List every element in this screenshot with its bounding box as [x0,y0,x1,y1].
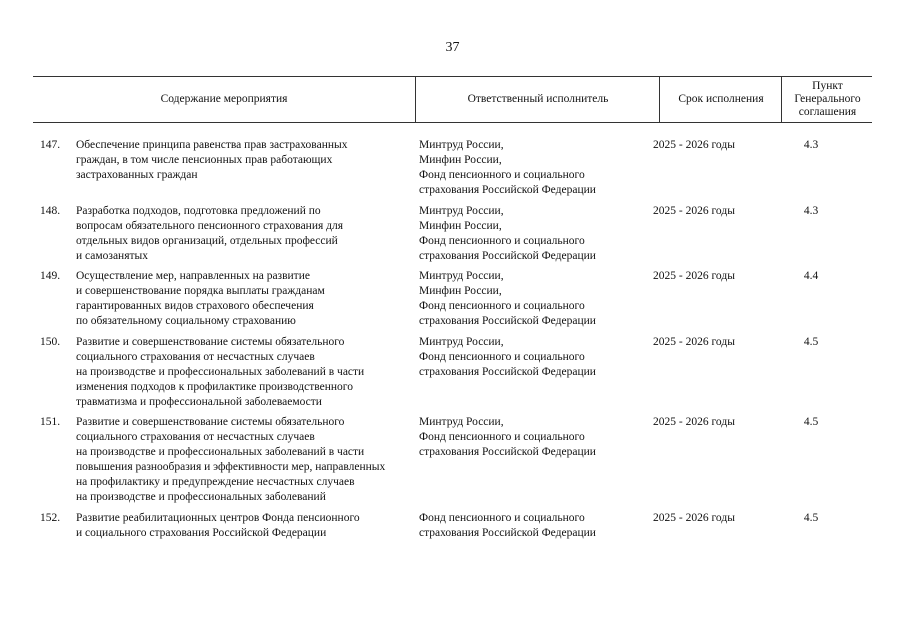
row-number: 150. [40,336,61,348]
row-number: 149. [40,270,61,282]
row-number: 151. [40,416,61,428]
table-header [33,76,872,123]
header-point: Пункт Генерального соглашения [781,77,873,122]
row-content: Развитие реабилитационных центров Фонда пенсионного и социального страхования Российской Федерации [76,512,360,539]
row-term: 2025 - 2026 годы [653,512,735,524]
row-content: Разработка подходов, подготовка предложений по вопросам обязательного пенсионного страхования для отдельных видов организаций, отдельных профессий и самозанятых [76,205,344,262]
row-term: 2025 - 2026 годы [653,336,735,348]
page-number: 37 [445,40,460,55]
row-number: 148. [40,205,61,217]
row-content: Развитие и совершенствование системы обязательного социального страхования от несчастных случаев на производстве и профессиональных заболеваний в части изменения подходов к профилактике производственного травматизма и профессиональной заболеваемости [76,336,365,408]
row-responsible: Фонд пенсионного и социального страхования Российской Федерации [419,512,596,539]
row-responsible: Минтруд России, Фонд пенсионного и социального страхования Российской Федерации [419,416,596,458]
row-responsible: Минтруд России, Минфин России, Фонд пенсионного и социального страхования Российской Федерации [419,205,596,262]
row-term: 2025 - 2026 годы [653,205,735,217]
row-point: 4.5 [803,416,819,428]
row-content: Развитие и совершенствование системы обязательного социального страхования от несчастных случаев на производстве и профессиональных заболеваний в части повышения разнообразия и эффективности мер, направленных на профилактику и предупреждение несчастных случаев на производстве и профессиональных заболеваний [76,416,386,503]
header-responsible: Ответственный исполнитель [415,77,660,122]
row-content: Обеспечение принципа равенства прав застрахованных граждан, в том числе пенсионных прав работающих застрахованных граждан [76,139,348,181]
row-responsible: Минтруд России, Минфин России, Фонд пенсионного и социального страхования Российской Федерации [419,139,596,196]
row-point: 4.5 [803,336,819,348]
header-content: Содержание мероприятия [160,93,288,105]
row-term: 2025 - 2026 годы [653,139,735,151]
row-point: 4.3 [803,205,819,217]
row-term: 2025 - 2026 годы [653,270,735,282]
row-point: 4.5 [803,512,819,524]
row-content: Осуществление мер, направленных на развитие и совершенствование порядка выплаты гражданам гарантированных видов страхового обеспечения по обязательному социальному страхованию [76,270,325,327]
row-responsible: Минтруд России, Фонд пенсионного и социального страхования Российской Федерации [419,336,596,378]
row-point: 4.4 [803,270,819,282]
row-responsible: Минтруд России, Минфин России, Фонд пенсионного и социального страхования Российской Федерации [419,270,596,327]
row-point: 4.3 [803,139,819,151]
row-term: 2025 - 2026 годы [653,416,735,428]
row-number: 147. [40,139,61,151]
row-number: 152. [40,512,61,524]
header-term: Срок исполнения [659,77,782,122]
